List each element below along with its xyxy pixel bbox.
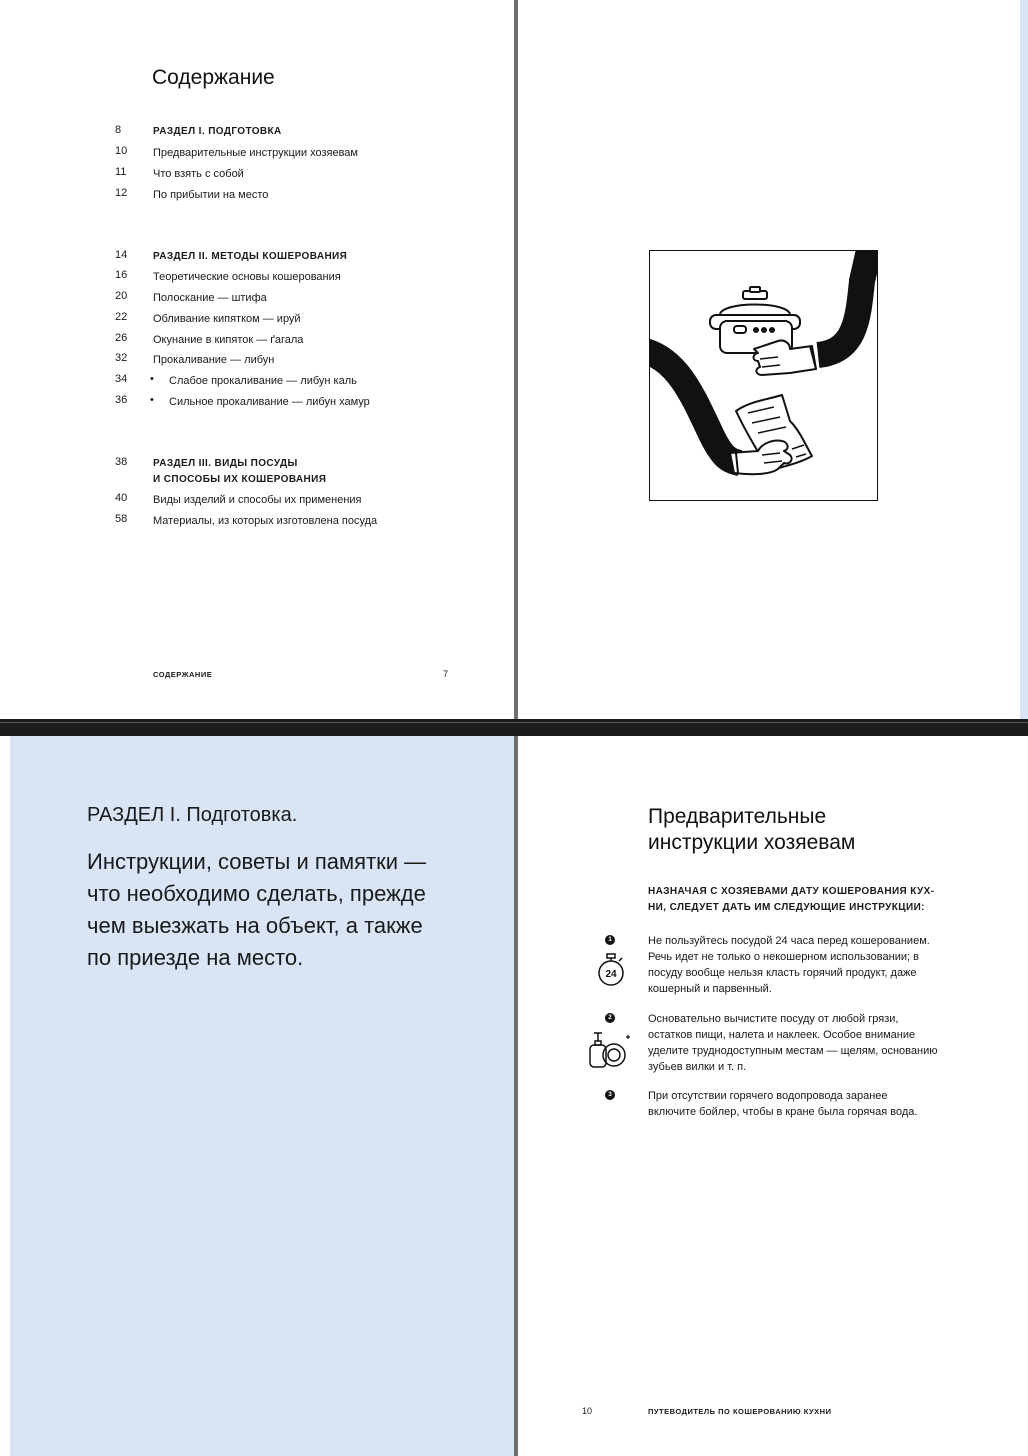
toc-entry-line: И СПОСОБЫ ИХ КОШЕРОВАНИЯ [153, 474, 327, 485]
instructions-page [518, 736, 1028, 1456]
instructions-page-number: 10 [582, 1406, 593, 1416]
toc-entry-title [169, 394, 370, 410]
toc-entry-line: Окунание в кипяток — ґагала [153, 334, 304, 346]
instruction-text: При отсутствии горячего водопровода заранее включите бойлер, чтобы в кране была горячая вода. [648, 1090, 918, 1118]
toc-page-ref: 22 [115, 311, 128, 323]
section-page [10, 736, 514, 1456]
toc-page-ref: 12 [115, 187, 128, 199]
instructions-title-line1: Предварительные [648, 805, 827, 828]
toc-page-ref: 8 [115, 124, 122, 136]
illustration-frame [649, 250, 878, 501]
toc-page-ref: 34 [115, 373, 128, 385]
toc-entry-line: РАЗДЕЛ II. МЕТОДЫ КОШЕРОВАНИЯ [153, 251, 348, 262]
toc-entry-title [153, 166, 244, 182]
toc-entry-title [153, 187, 268, 203]
toc-entry-line: РАЗДЕЛ I. ПОДГОТОВКА [153, 126, 282, 137]
toc-entry-line: Слабое прокаливание — либун каль [169, 375, 357, 387]
instructions-title [648, 804, 948, 856]
bullet-icon: • [150, 394, 154, 406]
section-heading: РАЗДЕЛ I. Подготовка. [87, 804, 298, 826]
book-running-title: ПУТЕВОДИТЕЛЬ ПО КОШЕРОВАНИЮ КУХНИ [648, 1407, 832, 1416]
toc-page-ref: 26 [115, 332, 128, 344]
toc-entry-line: РАЗДЕЛ III. ВИДЫ ПОСУДЫ [153, 458, 298, 469]
toc-entry-line: Полоскание — штифа [153, 292, 267, 304]
toc-entry-title [153, 456, 326, 488]
stopwatch-24-icon [596, 953, 626, 992]
toc-entry-title [169, 373, 357, 389]
instruction-number: 3 [605, 1090, 615, 1100]
toc-entry-title [153, 332, 303, 348]
page-edge [0, 736, 10, 1456]
bullet-icon: • [150, 373, 154, 385]
toc-entry-title [153, 249, 347, 265]
instruction-number: 1 [605, 935, 615, 945]
toc-page [0, 0, 514, 719]
toc-page-number: 7 [443, 669, 449, 679]
instruction-text: Основательно вычистите посуду от любой грязи, остатков пищи, налета и наклеек. Особое внимание уделите труднодоступным местам — щелям, основанию зубьев вилки и т. п. [648, 1013, 938, 1073]
toc-entry-title [153, 269, 341, 285]
toc-entry-title [153, 145, 358, 161]
toc-entry-line: Виды изделий и способы их применения [153, 494, 362, 506]
toc-entry-title [153, 513, 377, 529]
toc-entry-line: Что взять с собой [153, 168, 244, 180]
instructions-title-line2: инструкции хозяевам [648, 831, 856, 854]
toc-entry-title [153, 124, 282, 140]
toc-page-ref: 10 [115, 145, 128, 157]
instructions-lead: НАЗНАЧАЯ С ХОЗЯЕВАМИ ДАТУ КОШЕРОВАНИЯ КУХ-НИ, СЛЕДУЕТ ДАТЬ ИМ СЛЕДУЮЩИЕ ИНСТРУКЦИИ: [648, 886, 935, 913]
stopwatch-label: 24 [605, 969, 617, 980]
page-edge-strip [1020, 0, 1028, 719]
toc-entry-line: Материалы, из которых изготовлена посуда [153, 515, 378, 527]
toc-page-ref: 32 [115, 352, 128, 364]
toc-page-ref: 16 [115, 269, 128, 281]
dish-soap-and-plate-icon [588, 1031, 632, 1074]
toc-page-ref: 38 [115, 456, 128, 468]
toc-entry-title [153, 492, 362, 508]
toc-page-ref: 20 [115, 290, 128, 302]
toc-entry-line: Предварительные инструкции хозяевам [153, 147, 358, 159]
toc-entry-line: По прибытии на место [153, 189, 269, 201]
instruction-number: 2 [605, 1013, 615, 1023]
toc-entry-title [153, 352, 274, 368]
section-intro: Инструкции, советы и памятки — что необходимо сделать, прежде чем выезжать на объект, а также по приезде на место. [87, 849, 427, 970]
illustration-page [518, 0, 1020, 719]
toc-page-ref: 14 [115, 249, 128, 261]
toc-entry-line: Обливание кипятком — ируй [153, 313, 301, 325]
toc-entry-title [153, 311, 301, 327]
toc-title: Содержание [152, 66, 275, 89]
toc-entry-line: Сильное прокаливание — либун хамур [169, 396, 370, 408]
toc-page-ref: 36 [115, 394, 128, 406]
toc-entry-line: Прокаливание — либун [153, 354, 275, 366]
toc-page-ref: 11 [115, 166, 127, 178]
cooking-pot-and-document-in-hands-illustration [650, 251, 877, 500]
toc-footer-label: СОДЕРЖАНИЕ [153, 670, 213, 679]
toc-entry-title [153, 290, 267, 306]
toc-entry-line: Теоретические основы кошерования [153, 271, 341, 283]
divider-line [0, 722, 1028, 723]
instruction-text: Не пользуйтесь посудой 24 часа перед кошерованием. Речь идет не только о некошерном использовании; в посуду вообще нельзя класть горячий продукт, даже кошерный и парвенный. [648, 935, 930, 995]
toc-page-ref: 58 [115, 513, 128, 525]
toc-page-ref: 40 [115, 492, 128, 504]
